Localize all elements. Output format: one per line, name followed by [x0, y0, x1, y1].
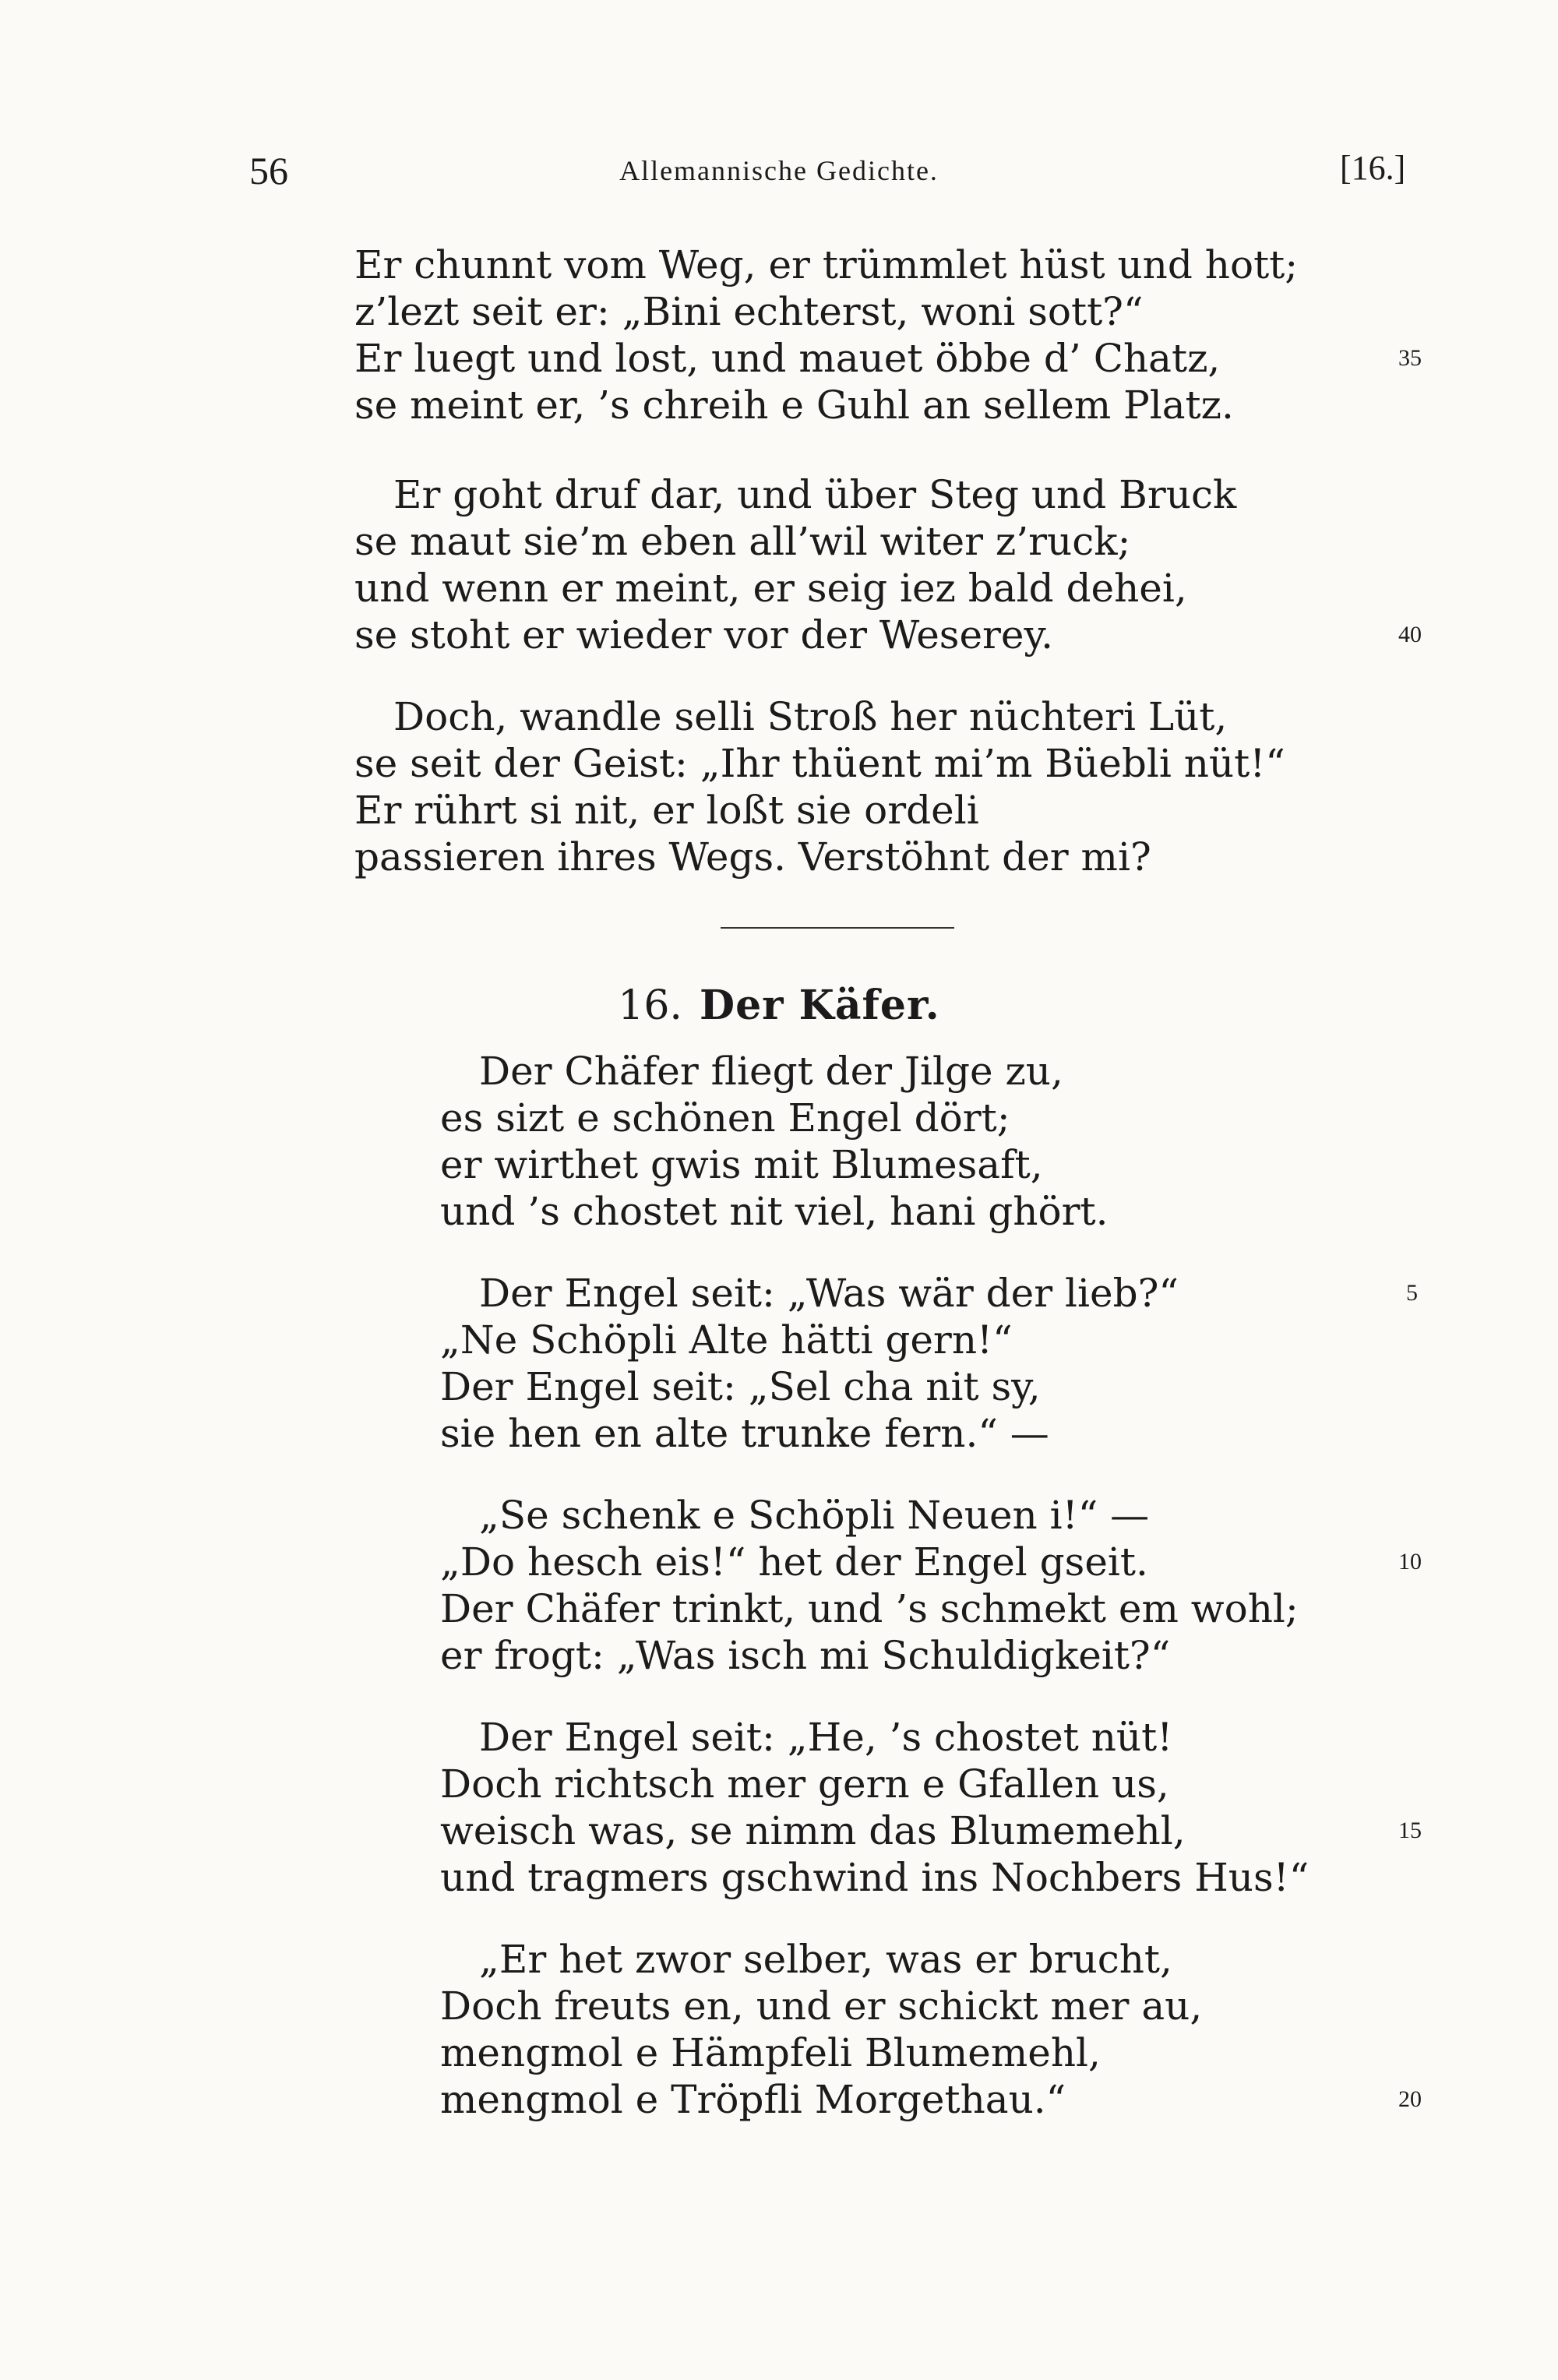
verse-line: Doch freuts en, und er schickt mer au,	[440, 1983, 1203, 2029]
verse-line: und ’s chostet nit viel, hani ghört.	[440, 1189, 1109, 1234]
verse-line: Der Chäfer fliegt der Jilge zu,	[479, 1049, 1063, 1094]
page-header	[0, 148, 1558, 203]
line-number: 40	[1398, 622, 1422, 647]
verse-line: z’lezt seit er: „Bini echterst, woni sott?“	[354, 289, 1144, 334]
page-number: 56	[249, 149, 288, 192]
running-title: Allemannische Gedichte.	[619, 155, 939, 186]
verse-line: Er luegt und lost, und mauet öbbe d’ Chatz,	[354, 336, 1221, 381]
poem-title	[0, 982, 1558, 1029]
verse-line: se stoht er wieder vor der Weserey.	[354, 612, 1054, 658]
verse-line: „Se schenk e Schöpli Neuen i!“ —	[479, 1493, 1150, 1538]
verse-line: mengmol e Tröpfli Morgethau.“	[440, 2077, 1066, 2122]
verse-line: und tragmers gschwind ins Nochbers Hus!“	[440, 1855, 1309, 1900]
verse-line: Er chunnt vom Weg, er trümmlet hüst und hott;	[354, 242, 1299, 287]
verse-line: Doch richtsch mer gern e Gfallen us,	[440, 1761, 1169, 1807]
verse-line: mengmol e Hämpfeli Blumemehl,	[440, 2030, 1101, 2075]
verse-line: se meint er, ’s chreih e Guhl an sellem Platz.	[354, 383, 1234, 428]
verse-line: er wirthet gwis mit Blumesaft,	[440, 1142, 1043, 1187]
verse-line: und wenn er meint, er seig iez bald dehei,	[354, 566, 1187, 611]
verse-line: Der Engel seit: „Sel cha nit sy,	[440, 1364, 1041, 1409]
verse-line: sie hen en alte trunke fern.“ —	[440, 1411, 1049, 1456]
verse-line: weisch was, se nimm das Blumemehl,	[440, 1808, 1186, 1853]
section-divider	[721, 927, 954, 929]
verse-line: Der Engel seit: „Was wär der lieb?“	[479, 1271, 1179, 1316]
line-number: 10	[1398, 1549, 1422, 1574]
line-number: 15	[1398, 1818, 1422, 1843]
verse-line: Er goht druf dar, und über Steg und Bruck	[393, 472, 1237, 517]
verse-line: „Do hesch eis!“ het der Engel gseit.	[440, 1539, 1148, 1585]
line-number: 35	[1398, 345, 1422, 371]
verse-line: „Ne Schöpli Alte hätti gern!“	[440, 1317, 1013, 1363]
line-number: 5	[1406, 1280, 1418, 1306]
verse-line: Der Chäfer trinkt, und ’s schmekt em wohl;	[440, 1586, 1299, 1631]
verse-line: se seit der Geist: „Ihr thüent mi’m Büebli nüt!“	[354, 741, 1285, 786]
verse-line: passieren ihres Wegs. Verstöhnt der mi?	[354, 834, 1151, 880]
verse-line: Doch, wandle selli Stroß her nüchteri Lüt,	[393, 694, 1228, 739]
signature-mark: [16.]	[1340, 149, 1406, 187]
poem-name: Der Käfer.	[699, 982, 940, 1029]
verse-line: es sizt e schönen Engel dört;	[440, 1095, 1010, 1141]
poem-number: 16.	[618, 982, 682, 1029]
line-number: 20	[1398, 2086, 1422, 2112]
verse-line: er frogt: „Was isch mi Schuldigkeit?“	[440, 1633, 1171, 1678]
verse-line: Er rührt si nit, er loßt sie ordeli	[354, 788, 979, 833]
verse-line: Der Engel seit: „He, ’s chostet nüt!	[479, 1715, 1173, 1760]
verse-line: se maut sie’m eben all’wil witer z’ruck;	[354, 519, 1131, 564]
verse-line: „Er het zwor selber, was er brucht,	[479, 1937, 1172, 1982]
